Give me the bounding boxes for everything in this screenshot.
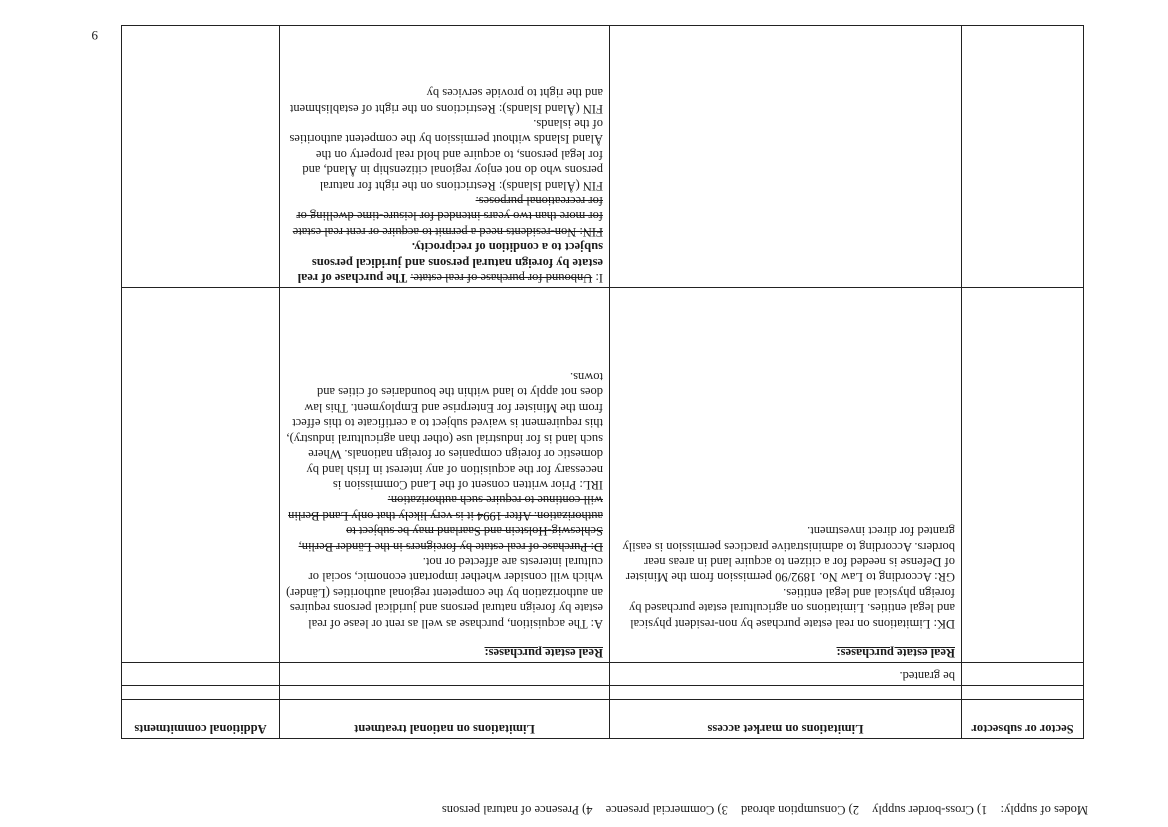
continuation-row [122, 663, 1084, 686]
header-national-treatment: Limitations on national treatment [280, 700, 610, 739]
mode-4: 4) Presence of natural persons [441, 803, 593, 817]
nt-irl: IRL: Prior written consent of the Land Commission is necessary for the acquisition of any interest in Irish land by domestic or foreign companies or foreign nationals. Where such land is for industrial use (other than agricultural industry), this requirement is waived subject to a certificate to this effect from the Minister for Enterprise and Employment. This law does not apply to land within the boundaries of cities and towns. [286, 370, 603, 492]
nt-i-prefix: I: [595, 271, 603, 285]
table-row [122, 26, 1084, 288]
nt-fin-aland-1: FIN (Åland Islands): Restrictions on the right for natural persons who do not enjoy regional citizenship in Åland, and for legal persons, to acquire and hold real property on the Åland Islands without permission by the competent authorities of the islands. [289, 116, 603, 193]
national-treatment-cell [280, 288, 610, 663]
nt-heading: Real estate purchases: [484, 646, 603, 660]
nt-fin-aland-2: FIN (Åland Islands): Restrictions on the right of establishment and the right to provide services by [289, 86, 603, 116]
table-header-row [122, 700, 1084, 739]
ma-dk: DK: Limitations on real estate purchase by non-resident physical and legal entities. Limitations on agricultural estate purchased by foreign physical and legal entities. [629, 585, 955, 631]
nt-d: D: Purchase of real estate by foreigners in the Länder Berlin, Schleswig-Holstein and Saarland may be subject to authorization. After 1994 it is very likely that only Land Berlin will continue to require such authorization. [288, 493, 603, 554]
mode-1: 1) Cross-border supply [872, 803, 988, 817]
continuation-text: be granted. [610, 663, 962, 686]
header-additional: Additional commitments [122, 700, 280, 739]
page-number: 9 [91, 28, 98, 43]
modes-label: Modes of supply: [1000, 803, 1088, 817]
nt-fin-struck: FIN: Non-residents need a permit to acquire or rent real estate for more than two years intended for leisure-time dwelling or for recreational purposes. [292, 193, 603, 239]
nt-a: A: The acquisition, purchase as well as rent or lease of real estate by foreign natural persons and juridical persons requires an authorization by the competent regional authorities (Länder) which will consider whether important economic, social or cultural interests are affected or not. [286, 554, 603, 631]
nt-i-bold: The purchase of real estate by foreign natural persons and juridical persons subject to a condition of reciprocity. [297, 240, 603, 285]
ma-gr: GR: According to Law No. 1892/90 permission from the Minister of Defense is needed for a citizen to acquire land in areas near borders. According to administrative practices permission is easily granted for direct investment. [622, 524, 955, 585]
table-row [122, 288, 1084, 663]
commitments-table [121, 25, 1084, 739]
spacer-row [122, 686, 1084, 700]
market-access-cell [610, 288, 962, 663]
nt-i [286, 239, 603, 285]
header-sector: Sector or subsector [962, 700, 1084, 739]
header-market-access: Limitations on market access [610, 700, 962, 739]
nt-i-struck: Unbound for purchase of real estate. [410, 271, 593, 285]
modes-of-supply-line [88, 803, 1088, 817]
national-treatment-cell-2 [280, 26, 610, 288]
mode-3: 3) Commercial presence [605, 803, 728, 817]
ma-heading: Real estate purchases: [836, 646, 955, 660]
mode-2: 2) Consumption abroad [740, 803, 859, 817]
